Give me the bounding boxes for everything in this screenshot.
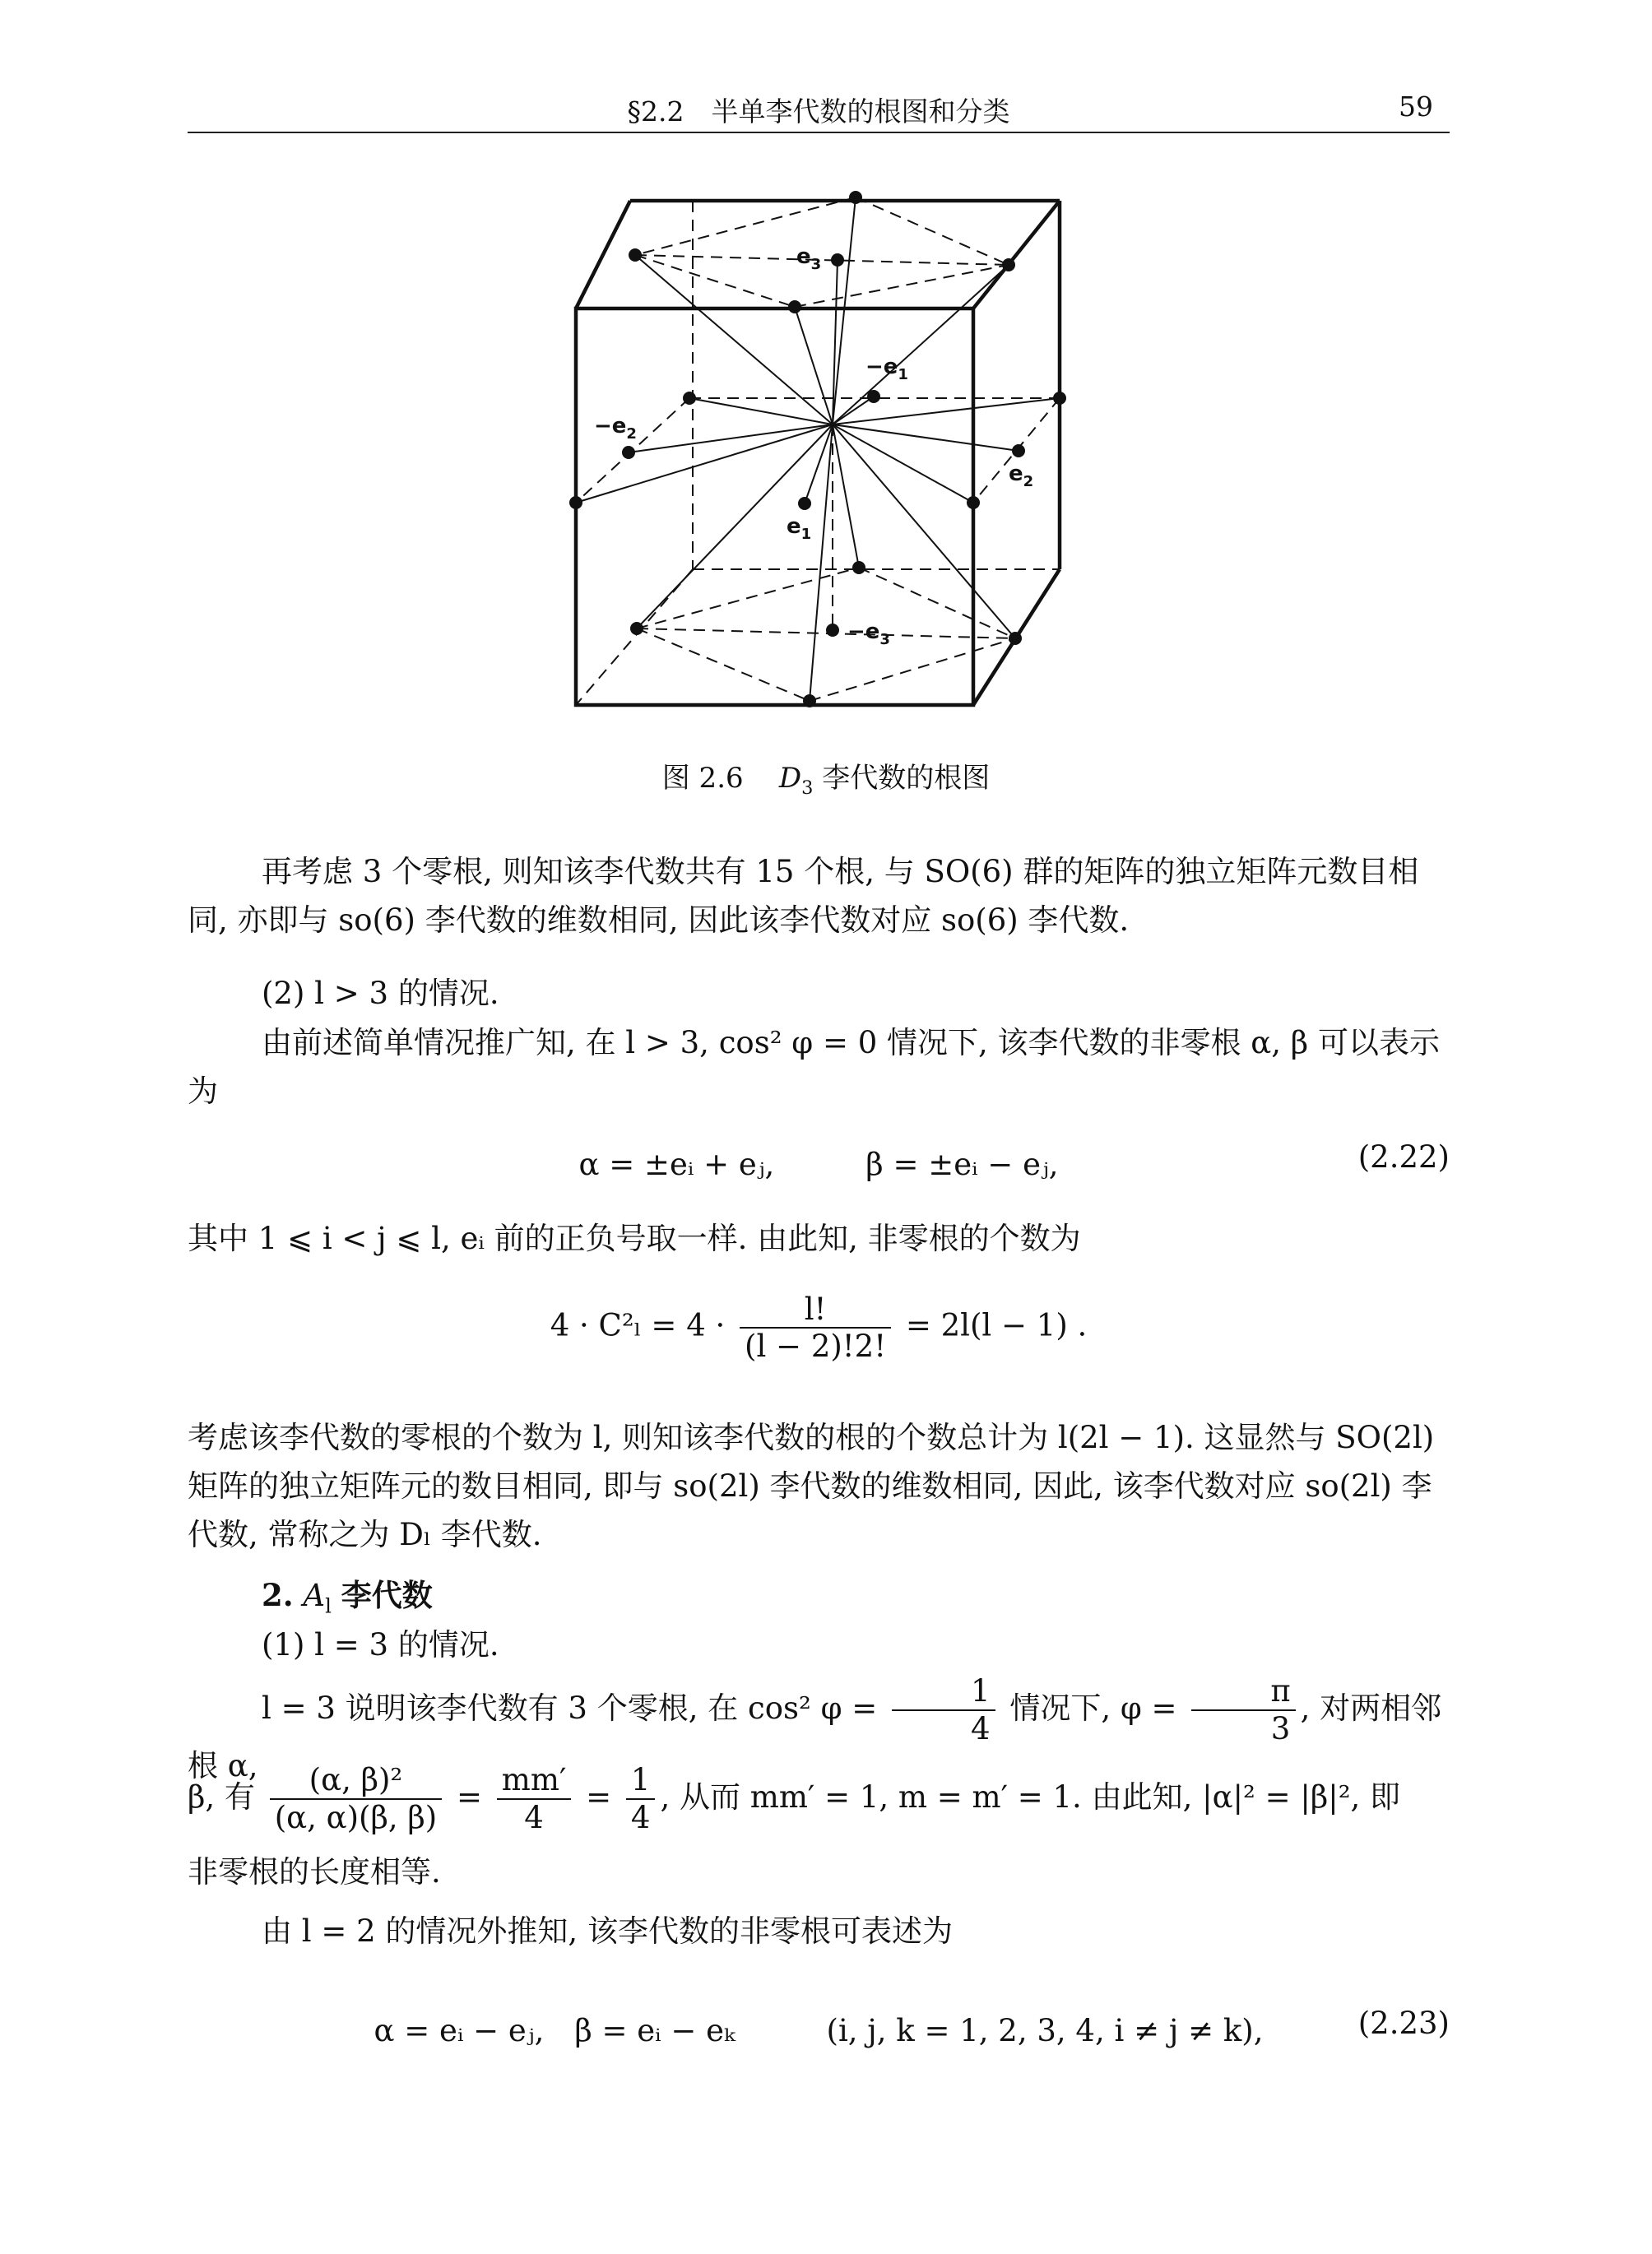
equation-2-23-body: α = eᵢ − eⱼ, β = eᵢ − eₖ (i, j, k = 1, 2, 3, 4, i ≠ j ≠ k), <box>374 2013 1264 2048</box>
paragraph-zero-roots: 再考虑 3 个零根, 则知该李代数共有 15 个根, 与 SO(6) 群的矩阵的独立矩阵元数目相同, 亦即与 so(6) 李代数的维数相同, 因此该李代数对应 so(6) 李代数. <box>188 854 1419 939</box>
vector-3 <box>833 265 1009 424</box>
top-rhombus-2 <box>856 197 1009 265</box>
equation-2-22 <box>188 1139 1450 1180</box>
p7-f2-den: 3 <box>1270 1711 1291 1747</box>
paragraph-case-l-gt-3: (2) l > 3 的情况. <box>262 976 499 1011</box>
paragraph-dl-algebra: 考虑该李代数的零根的个数为 l, 则知该李代数的根的个数总计为 l(2l − 1). 这显然与 SO(2l) 矩阵的独立矩阵元的数目相同, 即与 so(2l) 李代数的维数相同, 因此, 该李代数对应 so(2l) 李代数, 常称之为 Dₗ 李代数. <box>188 1420 1435 1553</box>
p7-f1-den: 4 <box>971 1711 991 1747</box>
root-point-neg-e3 <box>826 624 839 637</box>
p8-text-a: β, 有 <box>188 1779 255 1815</box>
p7-fraction-2 <box>1191 1673 1295 1748</box>
header-title: §2.2 半单李代数的根图和分类 <box>627 95 1010 128</box>
caption-math: D <box>778 762 802 795</box>
label-neg-e3: $-e_3$ <box>847 619 890 648</box>
p8-eq-2: = <box>586 1779 612 1815</box>
label-e2: $e_2$ <box>1009 461 1034 490</box>
p8-f3-den: 4 <box>630 1800 651 1836</box>
root-point <box>629 248 642 262</box>
top-rhombus-4 <box>795 265 1009 307</box>
p8-f1-num: (α, β)² <box>270 1762 443 1800</box>
eq-count-denominator: (l − 2)!2! <box>745 1329 887 1364</box>
root-point <box>803 694 816 707</box>
root-point <box>788 300 801 313</box>
vector-2 <box>635 255 833 424</box>
p7-text-a: l = 3 说明该李代数有 3 个零根, 在 cos² φ = <box>262 1690 878 1726</box>
p7-text-b: 情况下, φ = <box>1009 1690 1177 1726</box>
bottom-rhombus-diag <box>637 628 1015 638</box>
p8-text-b: , 从而 mm′ = 1, m = m′ = 1. 由此知, |α|² = |β|², 即 <box>660 1779 1401 1815</box>
page-number: 59 <box>1399 90 1433 123</box>
vector-10 <box>833 424 1015 638</box>
p8-f1-den: (α, α)(β, β) <box>274 1800 438 1836</box>
root-point-e3 <box>831 253 844 267</box>
figure-caption <box>0 755 1652 799</box>
vector-e2 <box>833 424 1019 451</box>
p8-fraction-2 <box>497 1762 572 1837</box>
label-neg-e2: $-e_2$ <box>594 414 637 443</box>
root-point <box>683 392 696 405</box>
eq-count-fraction <box>740 1292 891 1364</box>
root-point-e2 <box>1012 444 1025 457</box>
paragraph-case-l-eq-3: (1) l = 3 的情况. <box>262 1627 499 1663</box>
root-point <box>1053 392 1066 405</box>
header-rule <box>188 132 1450 133</box>
cube-edge-top-left <box>576 201 630 308</box>
paragraph-count-nonzero: 其中 1 ⩽ i < j ⩽ l, eᵢ 前的正负号取一样. 由此知, 非零根的个数为 <box>188 1221 1081 1256</box>
p8-eq-1: = <box>457 1779 483 1815</box>
root-point <box>849 191 862 204</box>
top-rhombus-3 <box>635 255 795 307</box>
dashed-edges <box>576 197 1060 705</box>
equation-2-23 <box>188 2006 1450 2047</box>
bottom-rhombus-1 <box>637 568 859 628</box>
p7-f1-num: 1 <box>892 1673 995 1711</box>
vector-4 <box>795 307 833 424</box>
root-point <box>569 496 582 509</box>
bottom-rhombus-2 <box>859 568 1015 638</box>
vector-e1 <box>805 424 833 503</box>
section-title: 李代数 <box>341 1577 433 1613</box>
paragraph-generalization: 由前述简单情况推广知, 在 l > 3, cos² φ = 0 情况下, 该李代数的非零根 α, β 可以表示为 <box>188 1025 1440 1110</box>
equation-2-23-number: (2.23) <box>1357 2006 1450 2041</box>
root-point <box>852 561 865 574</box>
eq-count-right: = 2l(l − 1) . <box>905 1307 1088 1343</box>
section-math-sub: l <box>325 1593 332 1618</box>
running-header <box>188 89 1450 132</box>
caption-suffix: 李代数的根图 <box>822 762 991 795</box>
equation-2-22-body: α = ±eᵢ + eⱼ, β = ±eᵢ − eⱼ, <box>578 1147 1059 1182</box>
equation-count-body <box>188 1292 1450 1364</box>
cube-frame <box>576 201 1060 705</box>
p7-fraction-1 <box>892 1673 995 1748</box>
eq-count-numerator: l! <box>740 1292 891 1329</box>
equation-2-22-number: (2.22) <box>1357 1139 1450 1175</box>
section-number: 2. <box>262 1577 294 1613</box>
label-e3: $e_3$ <box>796 244 822 273</box>
vector-11 <box>833 424 859 568</box>
p8-fraction-3 <box>626 1762 656 1837</box>
root-point <box>1002 258 1015 271</box>
top-rhombus-diag <box>635 255 1009 265</box>
equation-count <box>188 1292 1450 1382</box>
root-point <box>630 622 643 635</box>
top-rhombus-1 <box>635 197 856 255</box>
p7-text-c: , 对两相邻根 α, <box>188 1690 1442 1783</box>
paragraph-ratio <box>188 1762 1450 1837</box>
label-neg-e1: $-e_1$ <box>865 355 908 383</box>
p8-fraction-1 <box>270 1762 443 1837</box>
eq-count-left: 4 · C²ₗ = 4 · <box>550 1307 726 1343</box>
section-heading-al <box>188 1571 1450 1621</box>
bottom-rhombus-3 <box>637 628 810 701</box>
vector-5 <box>689 398 833 424</box>
vector-8 <box>833 424 973 503</box>
p8-f2-den: 4 <box>524 1800 544 1836</box>
vector-neg-e2 <box>629 424 833 452</box>
p8-f2-num: mm′ <box>497 1762 572 1800</box>
paragraph-equal-length: 非零根的长度相等. <box>188 1854 441 1890</box>
p8-f3-num: 1 <box>626 1762 656 1800</box>
root-diagram-figure <box>543 173 1102 732</box>
paragraph-extrapolation: 由 l = 2 的情况外推知, 该李代数的非零根可表述为 <box>262 1913 953 1949</box>
p7-f2-num: π <box>1191 1673 1295 1711</box>
vector-12 <box>810 424 833 701</box>
cube-front-face <box>576 308 973 705</box>
caption-math-sub: 3 <box>801 777 814 799</box>
root-point-neg-e1 <box>867 390 880 403</box>
bottom-rhombus-4 <box>810 638 1015 701</box>
caption-prefix: 图 2.6 <box>661 762 744 795</box>
root-point-e1 <box>798 497 811 510</box>
section-math: A <box>303 1578 326 1613</box>
root-point <box>1009 632 1022 645</box>
root-point-neg-e2 <box>622 446 635 459</box>
label-e1: $e_1$ <box>787 514 812 543</box>
root-point <box>967 496 980 509</box>
